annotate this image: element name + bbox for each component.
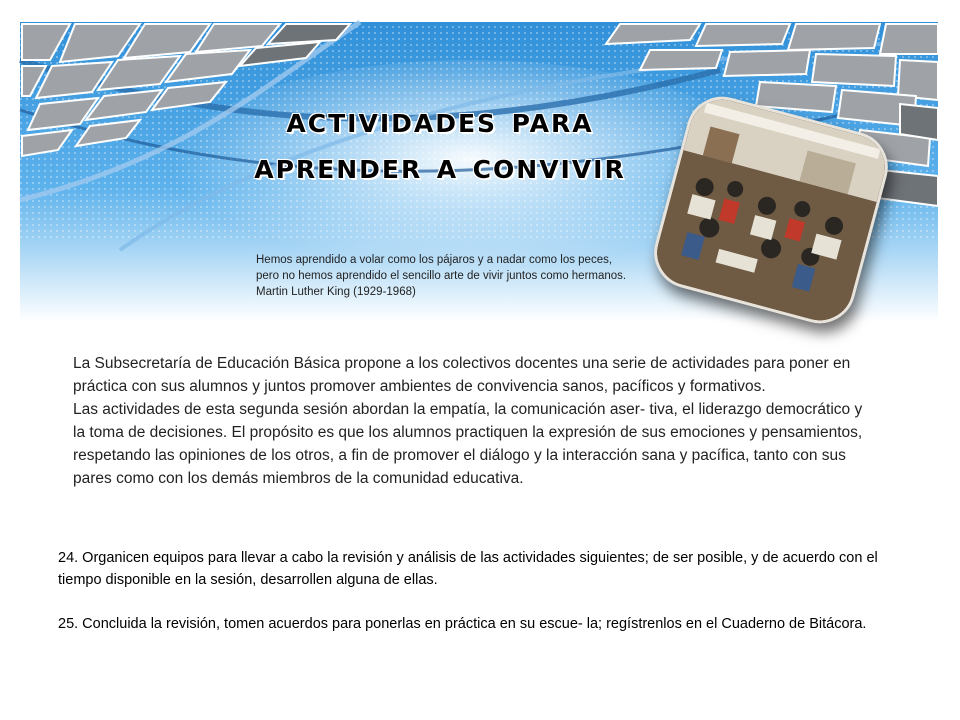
quote-text: Hemos aprendido a volar como los pájaros y a nadar como los peces, pero no hemos aprendido el sencillo arte de vivir juntos como hermanos.	[256, 254, 627, 282]
step-24: 24. Organicen equipos para llevar a cabo la revisión y análisis de las actividades siguientes; de ser posible, y de acuerdo con el tiempo disponible en la sesión, desarrollen alguna de ellas.	[58, 550, 878, 588]
quote-author: Martin Luther King (1929-1968)	[256, 286, 416, 298]
step-25: 25. Concluida la revisión, tomen acuerdos para ponerlas en práctica en su escue- la; regístrenlos en el Cuaderno de Bitácora.	[58, 616, 867, 632]
intro-paragraph-1: La Subsecretaría de Educación Básica propone a los colectivos docentes una serie de actividades para poner en práctica con sus alumnos y juntos promover ambientes de convivencia sanos, pacíficos y formativos.	[73, 355, 851, 395]
page-title: actividades para aprender a convivir	[254, 100, 626, 187]
steps-list	[58, 547, 898, 657]
intro-text	[73, 352, 873, 490]
intro-paragraph-2: Las actividades de esta segunda sesión abordan la empatía, la comunicación aser- tiva, el liderazgo democrático y la toma de decisiones. El propósito es que los alumnos practiquen la expresión de sus emociones y pensamientos, respetando las opiniones de los otros, a fin de promover el diálogo y la interacción sana y pacífica, tanto con sus pares como con los demás miembros de la comunidad educativa.	[73, 401, 863, 487]
quote-block	[256, 252, 636, 300]
